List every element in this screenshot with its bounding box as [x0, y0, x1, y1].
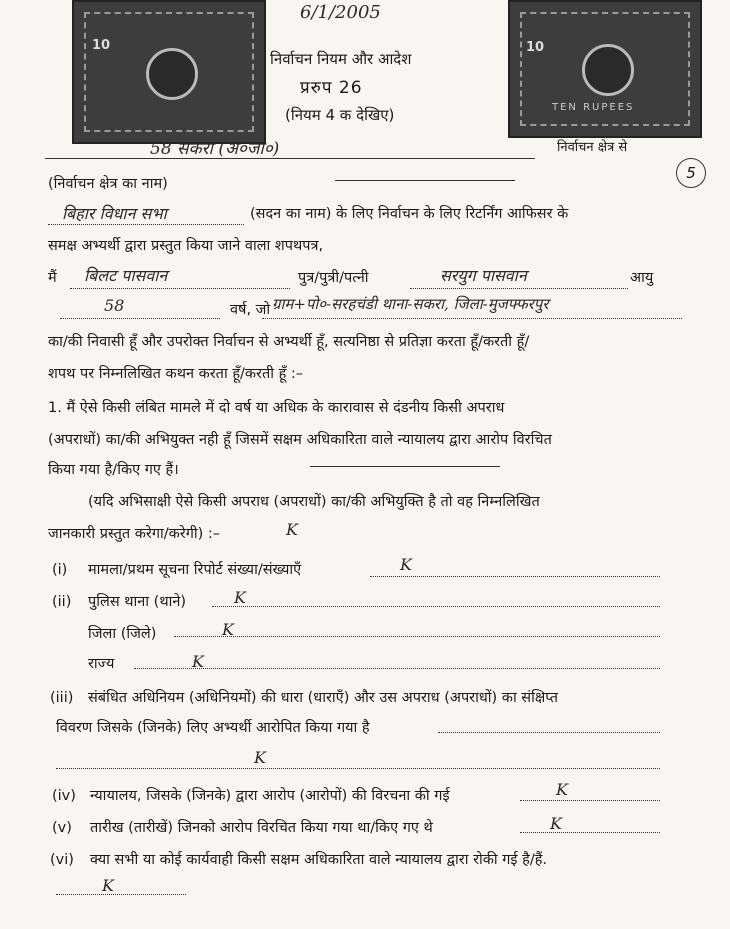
district-label: जिला (जिले)	[88, 626, 157, 642]
handwritten-constituency: 58 सकरा (अ०जा०)	[150, 139, 280, 159]
item-ii-number: (ii)	[52, 594, 72, 610]
relation-label: पुत्र/पुत्री/पत्नी	[298, 270, 369, 286]
mark-item-ii: K	[234, 588, 246, 607]
mark-item-iv: K	[556, 780, 568, 799]
mark-district: K	[222, 620, 234, 639]
handwritten-age: 58	[104, 296, 125, 315]
item-iv-number: (iv)	[52, 788, 76, 804]
item-v-text: तारीख (तारीखें) जिनको आरोप विरचित किया गया था/किए गए थे	[90, 820, 433, 836]
house-text: (सदन का नाम) के लिए निर्वाचन के लिए रिटर्निंग आफिसर के	[250, 206, 569, 222]
para2-line2: जानकारी प्रस्तुत करेगा/करेगी) :–	[48, 526, 221, 542]
age-label: आयु	[630, 270, 654, 286]
mark-para2: K	[286, 520, 298, 539]
mark-item-i: K	[400, 555, 412, 574]
item-vi-number: (vi)	[50, 852, 74, 868]
para1-line3: किया गया है/किए गए हैं।	[48, 462, 179, 478]
para1-line1: 1. मैं ऐसे किसी लंबित मामले में दो वर्ष या अधिक के कारावास से दंडनीय किसी अपराध	[48, 400, 505, 416]
para2-line1: (यदि अभिसाक्षी ऐसे किसी अपराध (अपराधों) का/की अभियुक्ति है तो वह निम्नलिखित	[88, 494, 540, 510]
item-iii-number: (iii)	[50, 690, 74, 706]
affidavit-line: समक्ष अभ्यर्थी द्वारा प्रस्तुत किया जाने वाला शपथपत्र,	[48, 238, 324, 254]
constituency-suffix: निर्वाचन क्षेत्र से	[557, 140, 628, 155]
state-label: राज्य	[88, 656, 115, 672]
item-iv-text: न्यायालय, जिसके (जिनके) द्वारा आरोप (आरोपों) की विरचना की गई	[90, 788, 450, 804]
item-i-number: (i)	[52, 562, 68, 578]
resident-line: का/की निवासी हूँ और उपरोक्त निर्वाचन से अभ्यर्थी हूँ, सत्यनिष्ठा से प्रतिज्ञा करता हूँ/करती हूँ/	[48, 334, 530, 350]
item-ii-text: पुलिस थाना (थाने)	[88, 594, 187, 610]
mark-state: K	[192, 652, 204, 671]
stamp-value-right: 10	[526, 40, 545, 55]
stamp-caption-right: TEN RUPEES	[552, 102, 635, 113]
years-label: वर्ष, जो	[230, 302, 271, 318]
handwritten-address: ग्राम+पो०-सरहचंडी थाना-सकरा, जिला-मुजफ्फरपुर	[272, 295, 549, 313]
form-number: प्ररुप 26	[300, 78, 363, 98]
item-vi-text: क्या सभी या कोई कार्यवाही किसी सक्षम अधिकारिता वाले न्यायालय द्वारा रोकी गई है/हैं.	[90, 852, 548, 868]
para1-line2: (अपराधों) का/की अभियुक्त नही हूँ जिसमें सक्षम अधिकारिता वाले न्यायालय द्वारा आरोप विरचित	[48, 432, 552, 448]
mark-item-iii: K	[254, 748, 266, 767]
mark-item-v: K	[550, 814, 562, 833]
mark-item-vi: K	[102, 876, 114, 895]
item-i-text: मामला/प्रथम सूचना रिपोर्ट संख्या/संख्याएँ	[88, 562, 302, 578]
revenue-stamp-left	[72, 0, 266, 144]
item-iii-line2: विवरण जिसके (जिनके) लिए अभ्यर्थी आरोपित किया गया है	[56, 720, 370, 736]
item-iii-line1: संबंधित अधिनियम (अधिनियमों) की धारा (धाराएँ) और उस अपराध (अपराधों) का संक्षिप्त	[88, 690, 558, 706]
revenue-stamp-right	[508, 0, 702, 138]
handwritten-house: बिहार विधान सभा	[62, 204, 167, 223]
item-v-number: (v)	[52, 820, 72, 836]
page-number: 5	[676, 158, 706, 188]
rule-reference: (नियम 4 क देखिए)	[285, 106, 395, 124]
handwritten-father: सरयुग पासवान	[440, 266, 527, 285]
handwritten-date: 6/1/2005	[300, 2, 381, 23]
stamp-value-left: 10	[92, 38, 111, 53]
handwritten-name: बिलट पासवान	[84, 266, 168, 285]
oath-line: शपथ पर निम्नलिखित कथन करता हूँ/करती हूँ :–	[48, 366, 304, 382]
i-prefix: मैं	[48, 270, 57, 286]
header-rules: निर्वाचन नियम और आदेश	[270, 50, 412, 68]
constituency-label: (निर्वाचन क्षेत्र का नाम)	[48, 176, 168, 192]
